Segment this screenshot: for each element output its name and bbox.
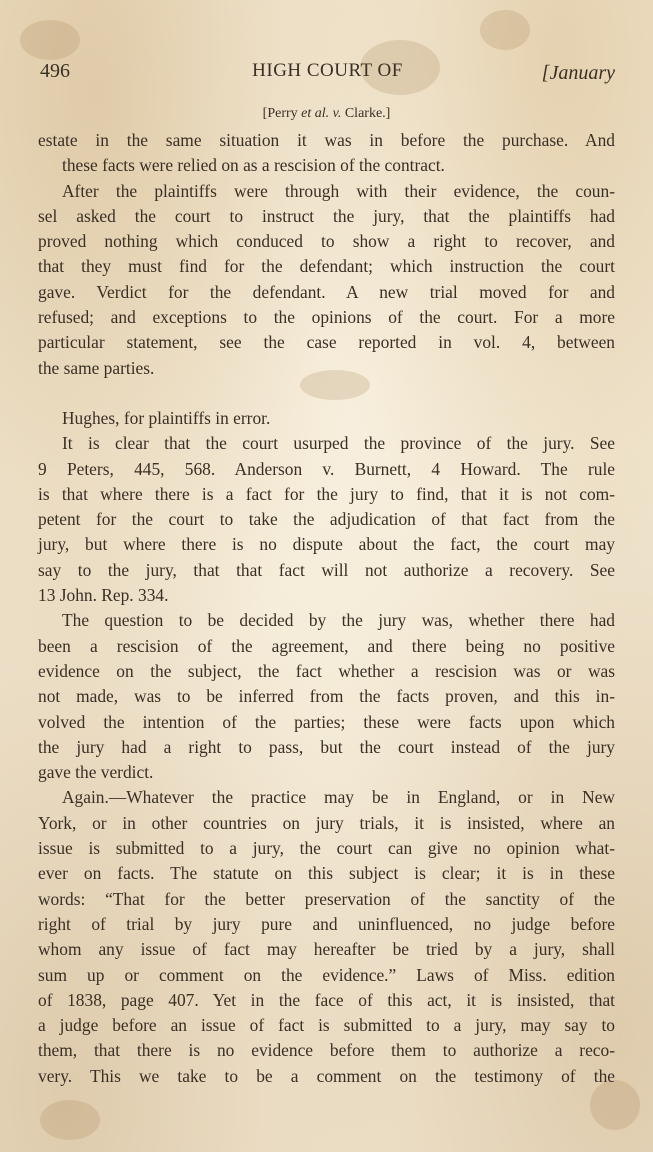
text-line: ever on facts. The statute on this subject is clear; it is in these bbox=[38, 863, 615, 884]
text-line: say to the jury, that that fact will not authorize a recovery. See bbox=[38, 559, 615, 580]
text-line: refused; and exceptions to the opinions of the court. For a more bbox=[38, 307, 615, 328]
text-line: After the plaintiffs were through with their evidence, the coun- bbox=[62, 180, 615, 201]
text-line: been a rescision of the agreement, and there being no positive bbox=[38, 635, 615, 656]
text-line: The question to be decided by the jury was, whether there had bbox=[62, 610, 615, 631]
text-line: petent for the court to take the adjudication of that fact from the bbox=[38, 509, 615, 530]
text-line: very. This we take to be a comment on the testimony of the bbox=[38, 1065, 615, 1086]
body-text bbox=[38, 128, 615, 1089]
text-line: the same parties. bbox=[38, 357, 155, 378]
text-line: not made, was to be inferred from the facts proven, and this in- bbox=[38, 686, 615, 707]
text-line: evidence on the subject, the fact whether a rescision was or was bbox=[38, 660, 615, 681]
text-line: issue is submitted to a jury, the court can give no opinion what- bbox=[38, 838, 615, 859]
caption-part: Clarke.] bbox=[341, 106, 391, 121]
text-line: the jury had a right to pass, but the court instead of the jury bbox=[38, 736, 615, 757]
text-line: them, that there is no evidence before them to authorize a reco- bbox=[38, 1040, 615, 1061]
text-line: 13 John. Rep. 334. bbox=[38, 585, 169, 606]
paragraph-gap bbox=[38, 381, 615, 406]
page-header bbox=[40, 60, 615, 90]
text-line: Again.—Whatever the practice may be in England, or in New bbox=[62, 787, 615, 808]
stain bbox=[20, 20, 80, 60]
text-line: words: “That for the better preservation of the sanctity of the bbox=[38, 888, 615, 909]
text-line: 9 Peters, 445, 568. Anderson v. Burnett, 4 Howard. The rule bbox=[38, 458, 615, 479]
text-line: right of trial by jury pure and uninfluenced, no judge before bbox=[38, 913, 615, 934]
text-line: It is clear that the court usurped the province of the jury. See bbox=[62, 433, 615, 454]
case-caption bbox=[0, 106, 653, 122]
text-line: estate in the same situation it was in before the purchase. And bbox=[38, 130, 615, 150]
caption-part: et al. bbox=[301, 106, 330, 121]
running-head: HIGH COURT OF bbox=[252, 60, 403, 81]
text-line: sel asked the court to instruct the jury, that the plaintiffs had bbox=[38, 205, 615, 226]
stain bbox=[480, 10, 530, 50]
text-line: is that where there is a fact for the jury to find, that it is not com- bbox=[38, 483, 615, 504]
text-line: that they must find for the defendant; which instruction the court bbox=[38, 256, 615, 277]
text-line: volved the intention of the parties; these were facts upon which bbox=[38, 711, 615, 732]
page-number: 496 bbox=[40, 60, 70, 82]
caption-part: v. bbox=[332, 106, 342, 121]
text-line: particular statement, see the case reported in vol. 4, between bbox=[38, 332, 615, 353]
caption-part: [Perry bbox=[262, 106, 302, 121]
stain bbox=[40, 1100, 100, 1140]
text-line: proved nothing which conduced to show a right to recover, and bbox=[38, 231, 615, 252]
running-date: [January bbox=[541, 62, 615, 84]
text-line: whom any issue of fact may hereafter be tried by a jury, shall bbox=[38, 939, 615, 960]
text-line: of 1838, page 407. Yet in the face of this act, it is insisted, that bbox=[38, 989, 615, 1010]
text-line: Hughes, for plaintiffs in error. bbox=[62, 407, 271, 428]
text-line: sum up or comment on the evidence.” Laws of Miss. edition bbox=[38, 964, 615, 985]
text-line: York, or in other countries on jury trials, it is insisted, where an bbox=[38, 812, 615, 833]
text-line: gave. Verdict for the defendant. A new trial moved for and bbox=[38, 281, 615, 302]
text-line: these facts were relied on as a rescision of the contract. bbox=[62, 155, 445, 176]
text-line: jury, but where there is no dispute about the fact, the court may bbox=[38, 534, 615, 555]
text-line: gave the verdict. bbox=[38, 762, 154, 783]
text-line: a judge before an issue of fact is submitted to a jury, may say to bbox=[38, 1015, 615, 1036]
